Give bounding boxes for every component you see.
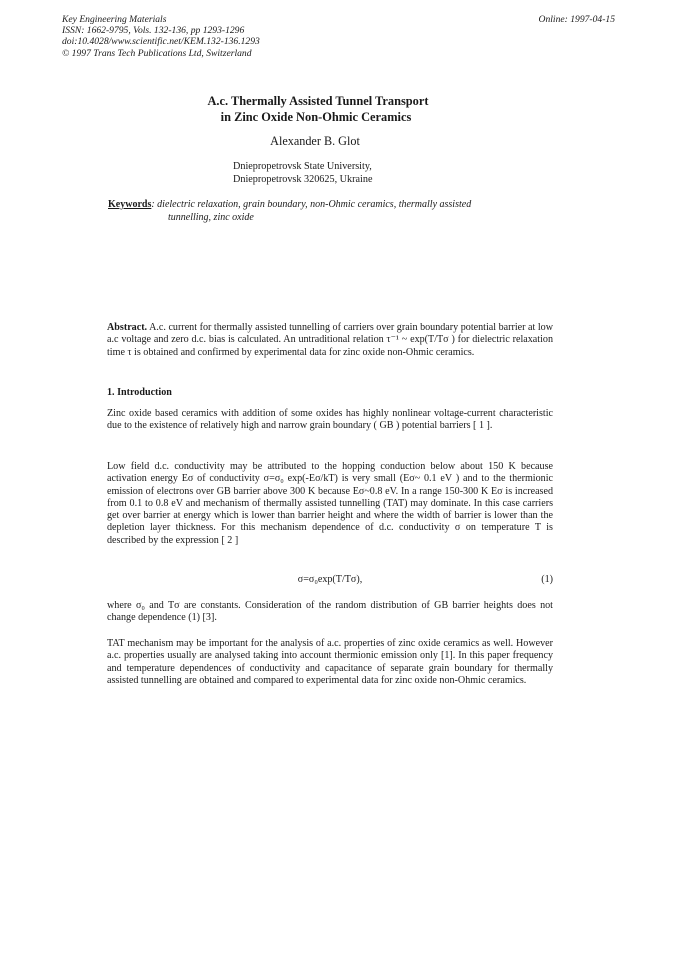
- keywords-line-2: tunnelling, zinc oxide: [168, 212, 254, 223]
- affiliation-line-1: Dniepropetrovsk State University,: [233, 161, 372, 172]
- author-name: Alexander B. Glot: [270, 134, 360, 148]
- intro-paragraph-2: Low field d.c. conductivity may be attributed to the hopping conduction below about 150 K because activation energy Eσ of conductivity σ=σ₀ exp(-Eσ/kT) is very small (Eσ~ 0.1 eV ) and to the thermionic emission of electrons over GB barrier above 300 K because Eσ~0.8 eV. In a range 150-300 K Eσ is increased from 0.1 to 0.8 eV and mechanism of thermally assisted tunnelling (TAT) may dominate. In this case carriers get over barrier at energy which is lower than barrier height and where the width of barrier is lower than the depletion layer thickness. For this mechanism dependence of d.c. conductivity σ on temperature T is described by the expression [ 2 ]: [107, 461, 553, 546]
- keywords-label: Keywords: [108, 199, 152, 210]
- journal-name: Key Engineering Materials: [62, 14, 167, 25]
- equation-number: (1): [541, 574, 553, 585]
- intro-paragraph-1: Zinc oxide based ceramics with addition of some oxides has highly nonlinear voltage-current characteristic due to the existence of relatively high and narrow grain boundary ( GB ) potential barriers [ 1 ].: [107, 408, 553, 432]
- paper-title: [0, 94, 678, 125]
- equation-body: σ=σ₀exp(T/Tσ),: [297, 574, 363, 585]
- affiliation-line-2: Dniepropetrovsk 320625, Ukraine: [233, 173, 373, 185]
- copyright-line: © 1997 Trans Tech Publications Ltd, Switzerland: [62, 47, 252, 59]
- online-date: Online: 1997-04-15: [538, 14, 615, 25]
- section-heading: 1. Introduction: [107, 387, 172, 398]
- intro-paragraph-3: where σ₀ and Tσ are constants. Consideration of the random distribution of GB barrier heights does not change dependence (1) [3].: [107, 600, 553, 624]
- title-line-2: in Zinc Oxide Non-Ohmic Ceramics: [220, 109, 412, 124]
- doi-line: doi:10.4028/www.scientific.net/KEM.132-136.1293: [62, 36, 260, 48]
- keywords-line-1: : dielectric relaxation, grain boundary, non-Ohmic ceramics, thermally assisted: [151, 199, 472, 210]
- equation-1: [107, 574, 553, 587]
- title-line-1: A.c. Thermally Assisted Tunnel Transport: [207, 94, 429, 108]
- intro-paragraph-4: TAT mechanism may be important for the analysis of a.c. properties of zinc oxide ceramics as well. However a.c. properties usually are analysed taking into account thermionic emission only [1]. In this paper frequency and temperature dependences of conductivity and capacitance of separate grain boundary for thermally assisted tunnelling are obtained and compared to experimental data for zinc oxide non-Ohmic ceramics.: [107, 638, 553, 686]
- issn-line: ISSN: 1662-9795, Vols. 132-136, pp 1293-1296: [62, 25, 245, 37]
- keywords-block: [108, 198, 471, 224]
- author-block: [0, 134, 678, 149]
- journal-header: [62, 14, 260, 59]
- abstract-text: A.c. current for thermally assisted tunnelling of carriers over grain boundary potential barrier at low a.c voltage and zero d.c. bias is calculated. An untraditional relation τ⁻¹ ~ exp(T/Tσ ) for dielectric relaxation time τ is obtained and confirmed by experimental data for zinc oxide non-Ohmic ceramics.: [107, 322, 554, 358]
- affiliation-block: [233, 161, 372, 186]
- abstract-paragraph: [107, 322, 553, 359]
- abstract-label: Abstract.: [107, 322, 148, 333]
